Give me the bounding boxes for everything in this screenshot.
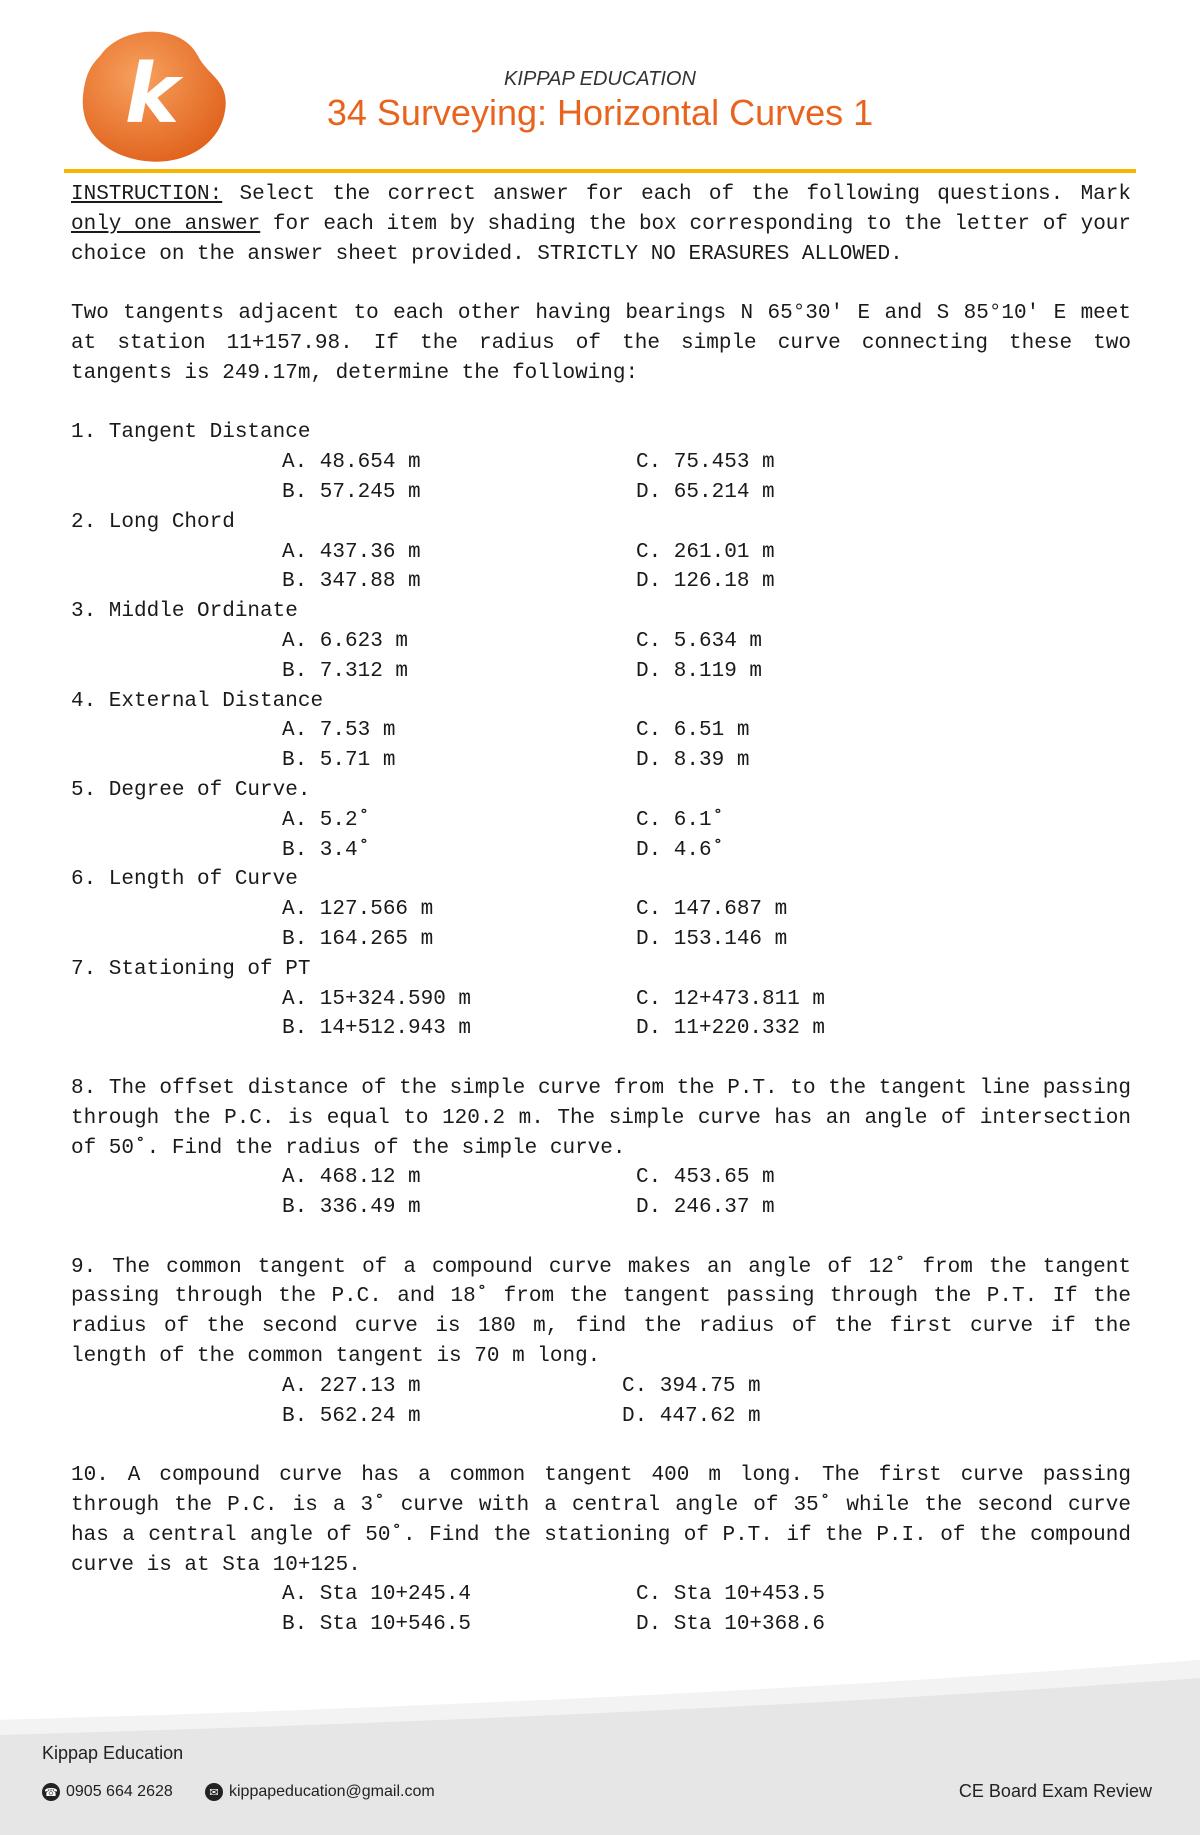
option-a[interactable]: A. 5.2˚	[282, 808, 371, 832]
footer-tagline: CE Board Exam Review	[958, 1781, 1152, 1801]
question-1: 1. Tangent Distance	[71, 421, 311, 445]
option-d[interactable]: D. 8.39 m	[636, 749, 750, 773]
option-b[interactable]: B. Sta 10+546.5	[282, 1613, 472, 1637]
option-b[interactable]: B. 7.312 m	[282, 659, 409, 683]
footer-email	[205, 1783, 435, 1801]
option-a[interactable]: A. 15+324.590 m	[282, 987, 472, 1011]
question-6: 6. Length of Curve	[71, 868, 298, 892]
options-row	[71, 1163, 1131, 1193]
footer-org-name: Kippap Education	[42, 1743, 184, 1763]
instruction-label: INSTRUCTION:	[71, 183, 223, 206]
option-a[interactable]: A. 6.623 m	[282, 629, 409, 653]
option-d[interactable]: D. 4.6˚	[636, 838, 725, 862]
option-c[interactable]: C. 12+473.811 m	[636, 987, 826, 1011]
option-b[interactable]: B. 14+512.943 m	[282, 1017, 472, 1041]
option-d[interactable]: D. 246.37 m	[636, 1196, 775, 1220]
question-2: 2. Long Chord	[71, 510, 235, 534]
question-9: 9. The common tangent of a compound curve makes an angle of 12˚ from the tangent passing through the P.C. and 18˚ from the tangent passing through the P.T. If the radius of the second curve is 180 m, find the radius of the first curve if the length of the common tangent is 70 m long.	[71, 1255, 1131, 1369]
question-3: 3. Middle Ordinate	[71, 600, 298, 624]
option-c[interactable]: C. 147.687 m	[636, 898, 788, 922]
options-row	[71, 1014, 1131, 1044]
option-b[interactable]: B. 164.265 m	[282, 927, 434, 951]
problem-intro: Two tangents adjacent to each other having bearings N 65°30' E and S 85°10' E meet at station 11+157.98. If the radius of the simple curve connecting these two tangents is 249.17m, determine the following:	[71, 302, 1131, 385]
options-row	[71, 1580, 1131, 1610]
option-b[interactable]: B. 336.49 m	[282, 1196, 421, 1220]
options-row	[71, 478, 1131, 508]
option-c[interactable]: C. 6.1˚	[636, 808, 725, 832]
instruction	[71, 180, 1131, 269]
option-a[interactable]: A. 227.13 m	[282, 1374, 421, 1398]
logo-letter: k	[124, 47, 180, 142]
options-row	[71, 538, 1131, 568]
question-list	[71, 418, 1131, 1044]
question-8: 8. The offset distance of the simple curve from the P.T. to the tangent line passing through the P.C. is equal to 120.2 m. The simple curve has an angle of intersection of 50˚. Find the radius of the simple curve.	[71, 1076, 1131, 1160]
option-c[interactable]: C. 261.01 m	[636, 540, 775, 564]
options-row	[71, 448, 1131, 478]
options-row	[71, 627, 1131, 657]
option-a[interactable]: A. 437.36 m	[282, 540, 421, 564]
option-b[interactable]: B. 57.245 m	[282, 480, 421, 504]
question-5: 5. Degree of Curve.	[71, 778, 311, 802]
options-row	[71, 1193, 1131, 1223]
page-title: 34 Surveying: Horizontal Curves 1	[326, 92, 874, 133]
footer-phone	[42, 1783, 173, 1801]
header-divider	[64, 169, 1136, 173]
question-7: 7. Stationing of PT	[71, 957, 311, 981]
worksheet-body	[71, 180, 1131, 1640]
email-address[interactable]: kippapeducation@gmail.com	[229, 1783, 435, 1800]
options-row	[71, 806, 1131, 836]
options-row	[71, 716, 1131, 746]
phone-number: 0905 664 2628	[66, 1783, 173, 1800]
option-d[interactable]: D. 447.62 m	[622, 1404, 761, 1428]
option-c[interactable]: C. 394.75 m	[622, 1374, 761, 1398]
option-b[interactable]: B. 3.4˚	[282, 838, 371, 862]
option-d[interactable]: D. Sta 10+368.6	[636, 1613, 826, 1637]
option-d[interactable]: D. 8.119 m	[636, 659, 763, 683]
options-row	[71, 836, 1131, 866]
options-row	[71, 895, 1131, 925]
option-a[interactable]: A. 127.566 m	[282, 898, 434, 922]
option-a[interactable]: A. 468.12 m	[282, 1166, 421, 1190]
option-c[interactable]: C. 6.51 m	[636, 719, 750, 743]
instruction-mark: Mark	[1080, 183, 1131, 206]
option-b[interactable]: B. 5.71 m	[282, 749, 396, 773]
option-d[interactable]: D. 65.214 m	[636, 480, 775, 504]
instruction-text-1: Select the correct answer for each of the following questions.	[222, 183, 1064, 206]
options-row	[71, 657, 1131, 687]
options-row	[71, 1610, 1131, 1640]
option-b[interactable]: B. 347.88 m	[282, 570, 421, 594]
options-row	[71, 1372, 1131, 1402]
email-icon: ✉	[205, 1783, 223, 1801]
option-a[interactable]: A. Sta 10+245.4	[282, 1583, 472, 1607]
question-4: 4. External Distance	[71, 689, 324, 713]
option-c[interactable]: C. 75.453 m	[636, 451, 775, 475]
options-row	[71, 567, 1131, 597]
instruction-emphasis: only one answer	[71, 212, 261, 236]
options-row	[71, 925, 1131, 955]
organization-name: KIPPAP EDUCATION	[504, 68, 696, 90]
option-c[interactable]: C. 5.634 m	[636, 629, 763, 653]
option-b[interactable]: B. 562.24 m	[282, 1404, 421, 1428]
option-d[interactable]: D. 126.18 m	[636, 570, 775, 594]
question-10: 10. A compound curve has a common tangent 400 m long. The first curve passing through the P.C. is a 3˚ curve with a central angle of 35˚ while the second curve has a central angle of 50˚. Find the stationing of P.T. if the P.I. of the compound curve is at Sta 10+125.	[71, 1464, 1131, 1577]
option-a[interactable]: A. 7.53 m	[282, 719, 396, 743]
option-d[interactable]: D. 153.146 m	[636, 927, 788, 951]
instruction-text-2: for each item by shading the box corresponding to the letter of your choice on the answer sheet provided. STRICTLY NO ERASURES ALLOWED.	[71, 212, 1132, 266]
option-c[interactable]: C. 453.65 m	[636, 1166, 775, 1190]
option-c[interactable]: C. Sta 10+453.5	[636, 1583, 826, 1607]
options-row	[71, 985, 1131, 1015]
option-a[interactable]: A. 48.654 m	[282, 451, 421, 475]
option-d[interactable]: D. 11+220.332 m	[636, 1017, 826, 1041]
phone-icon: ☎	[42, 1783, 60, 1801]
options-row	[71, 1402, 1131, 1432]
options-row	[71, 746, 1131, 776]
